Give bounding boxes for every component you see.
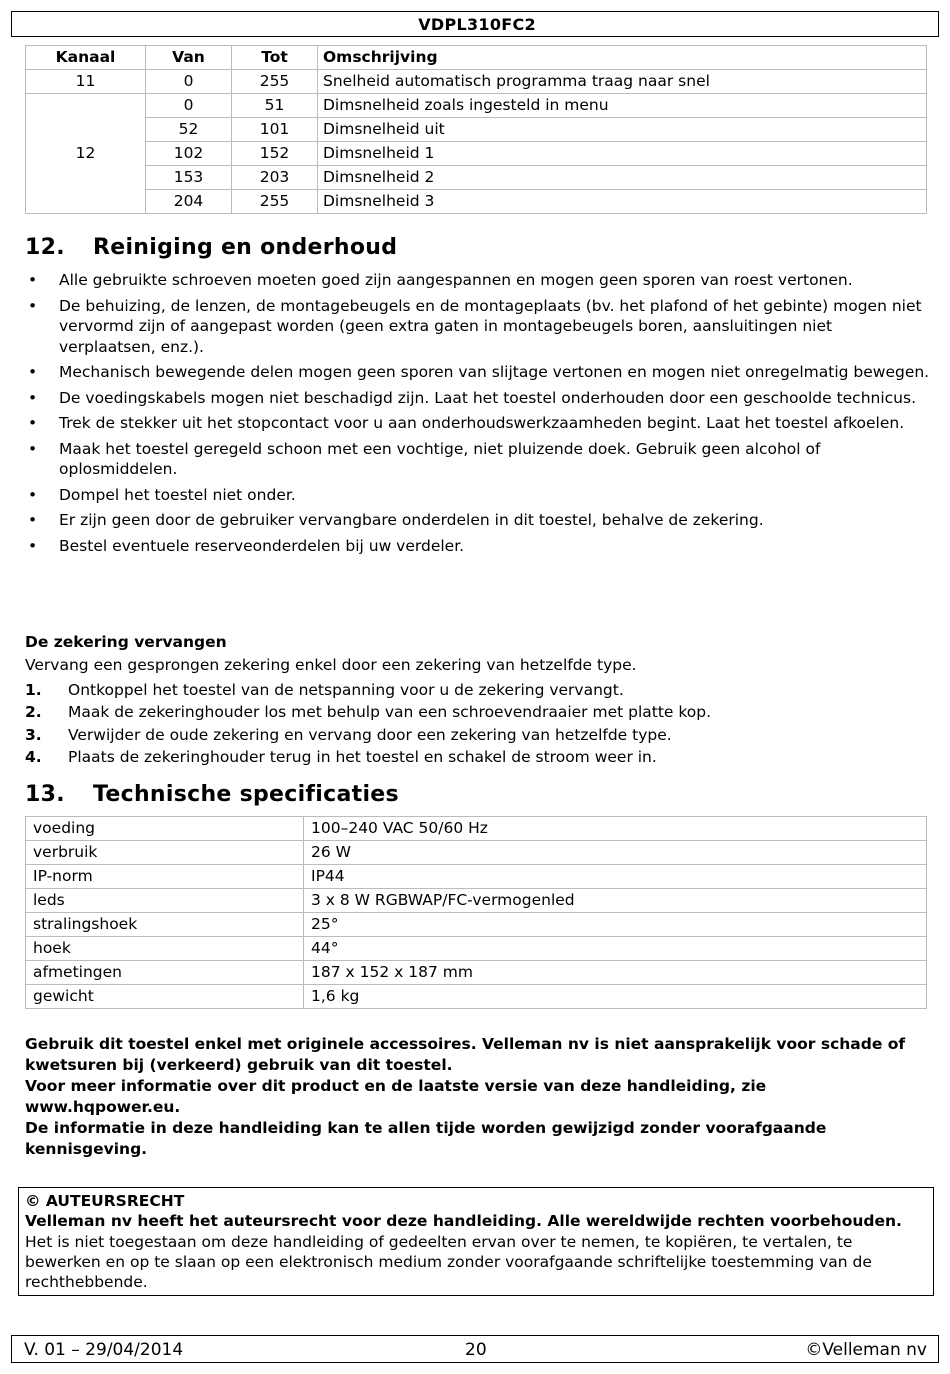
step-text: Verwijder de oude zekering en vervang door een zekering van hetzelfde type. xyxy=(68,725,672,744)
section-number: 13. xyxy=(25,782,65,807)
section-number: 12. xyxy=(25,235,65,260)
list-item-text: Trek de stekker uit het stopcontact voor u aan onderhoudswerkzaamheden begint. Laat het toestel afkoelen. xyxy=(59,414,905,432)
cell-omschrijving: Dimsnelheid 3 xyxy=(318,190,927,214)
step-number: 4. xyxy=(25,747,42,766)
bullet-icon: • xyxy=(28,439,38,458)
cell-van: 204 xyxy=(146,190,232,214)
spec-table xyxy=(25,816,927,1009)
page-header xyxy=(11,11,939,37)
list-item-text: Er zijn geen door de gebruiker vervangbare onderdelen in dit toestel, behalve de zekering. xyxy=(59,511,764,529)
cell-tot: 51 xyxy=(232,94,318,118)
spec-label: verbruik xyxy=(26,841,304,865)
cell-omschrijving: Dimsnelheid zoals ingesteld in menu xyxy=(318,94,927,118)
table-row xyxy=(26,142,927,166)
bullet-icon: • xyxy=(28,271,38,289)
list-item xyxy=(25,485,930,506)
list-item-text: Dompel het toestel niet onder. xyxy=(59,485,296,504)
table-row xyxy=(26,118,927,142)
cell-tot: 203 xyxy=(232,166,318,190)
table-row xyxy=(26,961,927,985)
cell-omschrijving: Dimsnelheid uit xyxy=(318,118,927,142)
spec-label: leds xyxy=(26,889,304,913)
step-number: 2. xyxy=(25,703,42,722)
section-title: Technische specificaties xyxy=(93,782,399,807)
list-item xyxy=(25,296,930,358)
table-row xyxy=(26,913,927,937)
cell-van: 0 xyxy=(146,70,232,94)
section-heading-specs xyxy=(25,782,399,807)
spec-value: 25° xyxy=(304,913,927,937)
cell-tot: 255 xyxy=(232,70,318,94)
footer-version: V. 01 – 29/04/2014 xyxy=(24,1340,184,1360)
table-row xyxy=(26,166,927,190)
step-item xyxy=(25,701,925,723)
step-number: 1. xyxy=(25,681,42,699)
fuse-intro: Vervang een gesprongen zekering enkel door een zekering van hetzelfde type. xyxy=(25,656,637,674)
spec-value: 44° xyxy=(304,937,927,961)
spec-label: afmetingen xyxy=(26,961,304,985)
bullet-icon: • xyxy=(28,511,38,529)
step-text: Plaats de zekeringhouder terug in het toestel en schakel de stroom weer in. xyxy=(68,747,657,766)
spec-label: voeding xyxy=(26,817,304,841)
col-omschrijving: Omschrijving xyxy=(318,46,927,70)
bullet-icon: • xyxy=(28,485,38,504)
list-item-text: Alle gebruikte schroeven moeten goed zijn aangespannen en mogen geen sporen van roest vertonen. xyxy=(59,271,853,289)
note-paragraph: De informatie in deze handleiding kan te allen tijde worden gewijzigd zonder voorafgaande kennisgeving. xyxy=(25,1119,827,1158)
cell-van: 153 xyxy=(146,166,232,190)
table-row xyxy=(26,817,927,841)
bullet-icon: • xyxy=(28,388,38,407)
cell-kanaal: 11 xyxy=(26,70,146,94)
cell-kanaal: 12 xyxy=(26,94,146,214)
spec-label: gewicht xyxy=(26,985,304,1009)
col-kanaal: Kanaal xyxy=(26,46,146,70)
fuse-heading: De zekering vervangen xyxy=(25,633,227,651)
footer-brand: ©Velleman nv xyxy=(805,1340,927,1360)
col-van: Van xyxy=(146,46,232,70)
cell-omschrijving: Dimsnelheid 1 xyxy=(318,142,927,166)
table-row xyxy=(26,937,927,961)
table-row xyxy=(26,985,927,1009)
bullet-icon: • xyxy=(28,536,38,555)
spec-value: 100–240 VAC 50/60 Hz xyxy=(304,817,927,841)
list-item xyxy=(25,439,930,480)
bullet-icon: • xyxy=(28,414,38,432)
spec-value: 3 x 8 W RGBWAP/FC-vermogenled xyxy=(304,889,927,913)
cell-tot: 255 xyxy=(232,190,318,214)
spec-value: 1,6 kg xyxy=(304,985,927,1009)
list-item-text: De behuizing, de lenzen, de montagebeugels en de montageplaats (bv. het plafond of het gebinte) mogen niet vervormd zijn of aangepast worden (geen extra gaten in montagebeugels boren, aansluitingen niet verplaatsen, enz.). xyxy=(59,296,922,356)
section-heading-maintenance xyxy=(25,235,397,260)
copyright-box xyxy=(18,1187,934,1296)
page-footer xyxy=(11,1335,939,1363)
step-item xyxy=(25,746,925,768)
model-title: VDPL310FC2 xyxy=(418,15,536,34)
list-item xyxy=(25,362,930,383)
step-item xyxy=(25,679,925,701)
cell-omschrijving: Dimsnelheid 2 xyxy=(318,166,927,190)
cell-van: 102 xyxy=(146,142,232,166)
spec-value: 187 x 152 x 187 mm xyxy=(304,961,927,985)
table-row xyxy=(26,841,927,865)
cell-omschrijving: Snelheid automatisch programma traag naar snel xyxy=(318,70,927,94)
list-item-text: Bestel eventuele reserveonderdelen bij uw verdeler. xyxy=(59,536,465,555)
note-paragraph: Voor meer informatie over dit product en de laatste versie van deze handleiding, zie www.hqpower.eu. xyxy=(25,1077,767,1116)
list-item xyxy=(25,510,930,531)
table-row xyxy=(26,94,927,118)
list-item xyxy=(25,536,930,557)
note-paragraph: Gebruik dit toestel enkel met originele accessoires. Velleman nv is niet aansprakelijk voor schade of kwetsuren bij (verkeerd) gebruik van dit toestel. xyxy=(25,1035,906,1074)
list-item xyxy=(25,270,930,291)
copyright-title: © AUTEURSRECHT xyxy=(25,1192,185,1210)
table-row xyxy=(26,190,927,214)
cell-van: 52 xyxy=(146,118,232,142)
maintenance-list xyxy=(25,270,930,561)
list-item-text: Mechanisch bewegende delen mogen geen sporen van slijtage vertonen en mogen niet onregelmatig bewegen. xyxy=(59,363,930,381)
table-row xyxy=(26,889,927,913)
section-title: Reiniging en onderhoud xyxy=(93,235,398,260)
copyright-bold-text: Velleman nv heeft het auteursrecht voor deze handleiding. Alle wereldwijde rechten voorbehouden. xyxy=(25,1212,902,1231)
step-number: 3. xyxy=(25,725,42,744)
dmx-channel-table xyxy=(25,45,927,214)
cell-tot: 152 xyxy=(232,142,318,166)
table-header-row xyxy=(26,46,927,70)
copyright-body xyxy=(25,1211,927,1292)
bullet-icon: • xyxy=(28,296,38,315)
spec-label: hoek xyxy=(26,937,304,961)
bullet-icon: • xyxy=(28,363,38,381)
list-item xyxy=(25,388,930,409)
spec-value: IP44 xyxy=(304,865,927,889)
cell-van: 0 xyxy=(146,94,232,118)
list-item xyxy=(25,413,930,434)
cell-tot: 101 xyxy=(232,118,318,142)
spec-label: IP-norm xyxy=(26,865,304,889)
table-row xyxy=(26,865,927,889)
step-text: Ontkoppel het toestel van de netspanning voor u de zekering vervangt. xyxy=(68,681,624,699)
fuse-steps xyxy=(25,679,925,768)
page-number: 20 xyxy=(465,1340,487,1360)
list-item-text: Maak het toestel geregeld schoon met een vochtige, niet pluizende doek. Gebruik geen alcohol of oplosmiddelen. xyxy=(59,439,821,478)
copyright-text: Het is niet toegestaan om deze handleiding of gedeelten ervan over te nemen, te kopiëren, te vertalen, te bewerken en op te slaan op een elektronisch medium zonder voorafgaande schriftelijke toestemming van de rechthebbende. xyxy=(25,1232,872,1292)
legal-notes xyxy=(25,1034,925,1160)
col-tot: Tot xyxy=(232,46,318,70)
step-item xyxy=(25,724,925,746)
list-item-text: De voedingskabels mogen niet beschadigd zijn. Laat het toestel onderhouden door een geschoolde technicus. xyxy=(59,388,917,407)
spec-label: stralingshoek xyxy=(26,913,304,937)
step-text: Maak de zekeringhouder los met behulp van een schroevendraaier met platte kop. xyxy=(68,703,712,722)
spec-value: 26 W xyxy=(304,841,927,865)
table-row xyxy=(26,70,927,94)
